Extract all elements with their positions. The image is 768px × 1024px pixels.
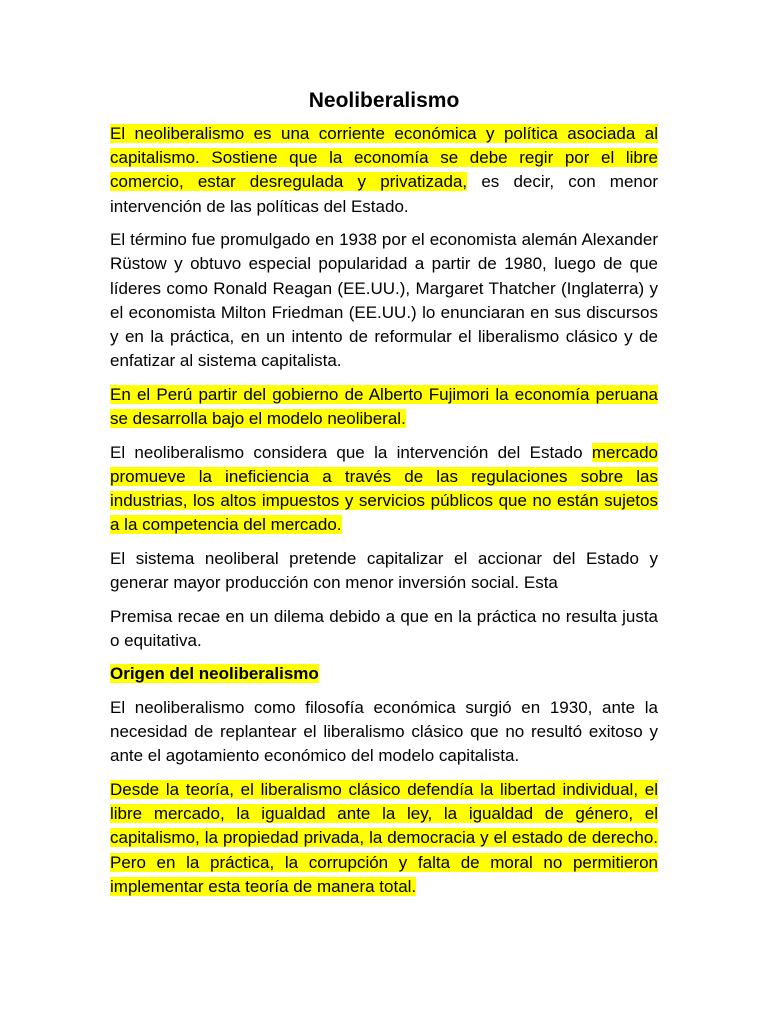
paragraph-neoliberal-system: El sistema neoliberal pretende capitalizar el accionar del Estado y generar mayor producción con menor inversión social. Esta (110, 548, 658, 593)
section-heading-origin (110, 662, 658, 686)
plain-text: es decir, con menor intervención de las políticas del Estado. (110, 172, 658, 216)
plain-text: El neoliberalismo considera que la intervención del Estado (110, 442, 592, 462)
paragraph-peru (110, 383, 658, 431)
paragraph-state-intervention (110, 441, 658, 538)
paragraph-origin: El neoliberalismo como filosofía económica surgió en 1930, ante la necesidad de replantear el liberalismo clásico que no resultó exitoso y ante el agotamiento económico del modelo capitalista. (110, 698, 658, 766)
document-page (110, 86, 658, 908)
paragraph-definition (110, 122, 658, 219)
highlighted-heading: Origen del neoliberalismo (110, 664, 319, 684)
paragraph-history: El término fue promulgado en 1938 por el economista alemán Alexander Rüstow y obtuvo especial popularidad a partir de 1980, luego de que líderes como Ronald Reagan (EE.UU.), Margaret Thatcher (Inglaterra) y el economista Milton Friedman (EE.UU.) lo enunciaran en sus discursos y en la práctica, en un intento de reformular el liberalismo clásico y de enfatizar al sistema capitalista. (110, 230, 658, 371)
highlighted-text: Desde la teoría, el liberalismo clásico defendía la libertad individual, el libre mercado, la igualdad ante la ley, la igualdad de género, el capitalismo, la propiedad privada, la democracia y el estado de derecho. Pero en la práctica, la corrupción y falta de moral no permitieron implementar esta teoría de manera total. (110, 780, 658, 896)
document-title: Neoliberalismo (308, 89, 460, 112)
highlighted-text: mercado promueve la ineficiencia a través de las regulaciones sobre las industrias, los altos impuestos y servicios públicos que no están sujetos a la competencia del mercado. (110, 442, 658, 535)
paragraph-premise: Premisa recae en un dilema debido a que en la práctica no resulta justa o equitativa. (110, 606, 658, 650)
highlighted-text: En el Perú partir del gobierno de Alberto Fujimori la economía peruana se desarrolla bajo el modelo neoliberal. (110, 384, 658, 429)
highlighted-text: El neoliberalismo es una corriente económica y política asociada al capitalismo. Sostiene que la economía se debe regir por el libre comercio, estar desregulada y privatizada, (110, 124, 658, 192)
paragraph-theory (110, 778, 658, 899)
